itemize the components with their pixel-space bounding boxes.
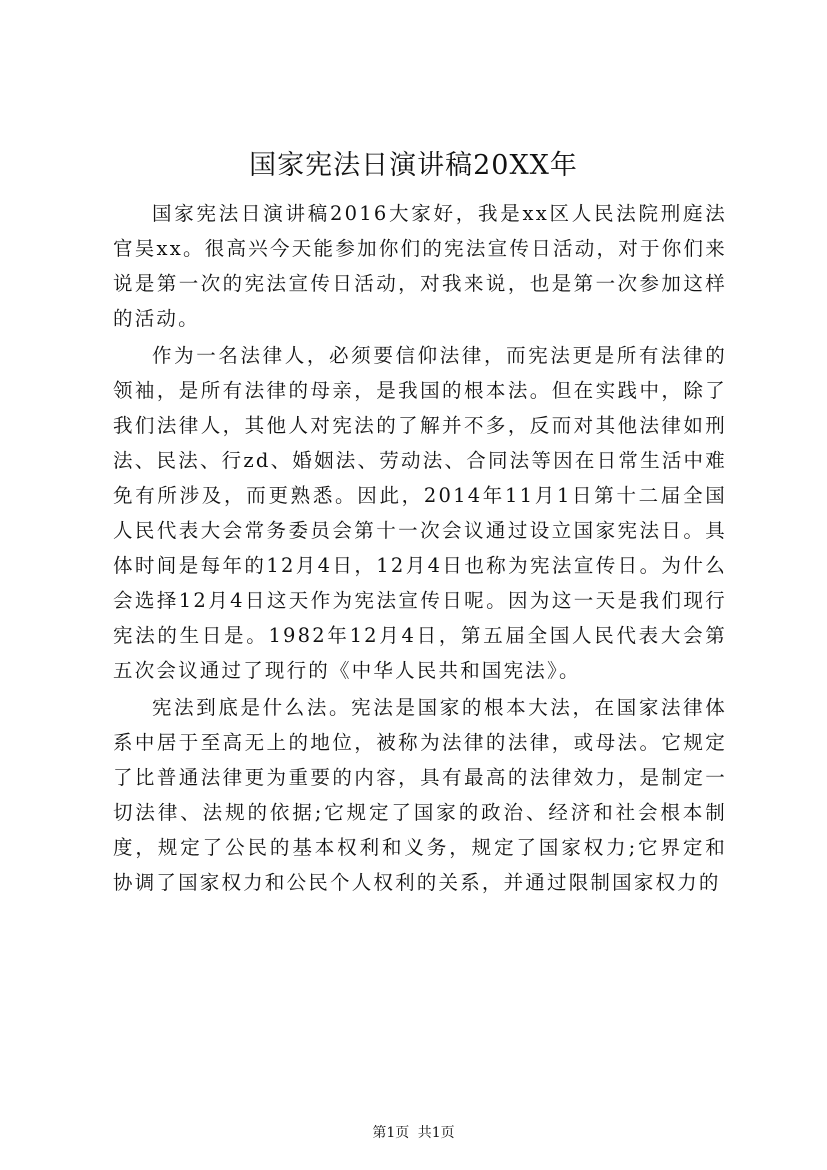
page-number: 第1页 [372,1125,410,1141]
document-title: 国家宪法日演讲稿20XX年 [249,150,578,181]
document-body [113,196,727,902]
page-footer [0,1123,827,1143]
paragraph-2: 作为一名法律人，必须要信仰法律，而宪法更是所有法律的领袖，是所有法律的母亲，是我国的根本法。但在实践中，除了我们法律人，其他人对宪法的了解并不多，反而对其他法律如刑法、民法、行zd、婚姻法、劳动法、合同法等因在日常生活中难免有所涉及，而更熟悉。因此，2014年11月1日第十二届全国人民代表大会常务委员会第十一次会议通过设立国家宪法日。具体时间是每年的12月4日，12月4日也称为宪法宣传日。为什么会选择12月4日这天作为宪法宣传日呢。因为这一天是我们现行宪法的生日是。1982年12月4日，第五届全国人民代表大会第五次会议通过了现行的《中华人民共和国宪法》。 [113,344,727,682]
page-total: 共1页 [417,1125,455,1141]
paragraph-1: 国家宪法日演讲稿2016大家好，我是xx区人民法院刑庭法官吴xx。很高兴今天能参加你们的宪法宣传日活动，对于你们来说是第一次的宪法宣传日活动，对我来说，也是第一次参加这样的活动。 [113,202,727,330]
paragraph-3: 宪法到底是什么法。宪法是国家的根本大法，在国家法律体系中居于至高无上的地位，被称为法律的法律，或母法。它规定了比普通法律更为重要的内容，具有最高的法律效力，是制定一切法律、法规的依据;它规定了国家的政治、经济和社会根本制度，规定了公民的基本权利和义务，规定了国家权力;它界定和协调了国家权力和公民个人权利的关系，并通过限制国家权力的 [113,696,727,894]
